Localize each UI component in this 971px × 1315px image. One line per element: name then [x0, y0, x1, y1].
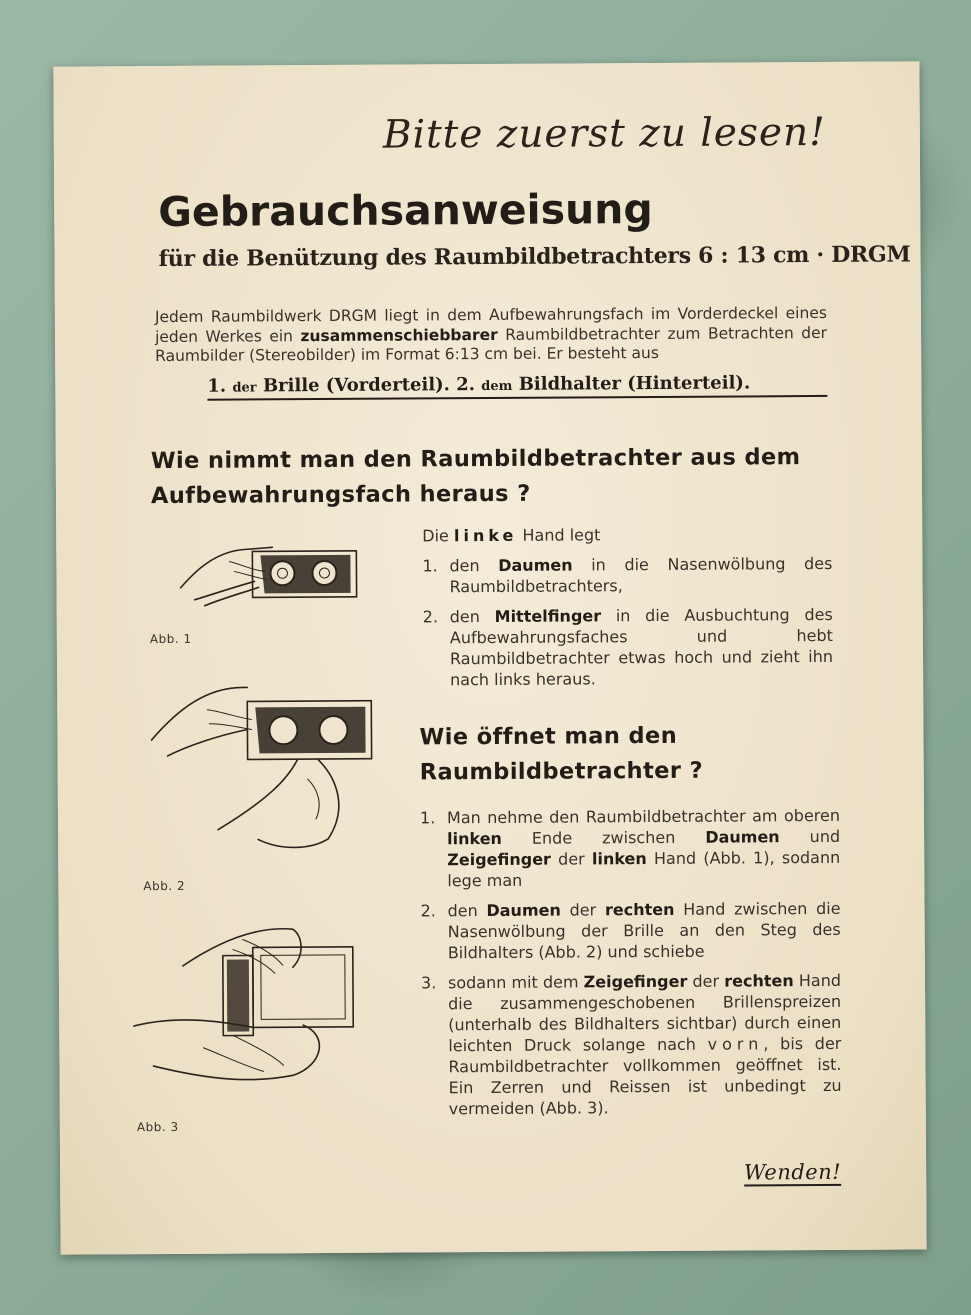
item-bold: rechten [604, 899, 675, 920]
item-text: , bis der Raumbildbetrachter vollkommen geöffnet ist. Ein Zerren und Reissen ist unbedingt zu vermeiden (Abb. 3). [448, 1033, 842, 1119]
read-first-notice: Bitte zuerst zu lesen! [382, 109, 826, 158]
item-bold: Zeigefinger [447, 849, 551, 870]
item-text: den [447, 901, 487, 921]
parts-line [207, 372, 827, 401]
item-text: und [779, 826, 841, 847]
turn-over-notice: Wenden! [743, 1159, 842, 1185]
item-bold: Daumen [498, 555, 573, 575]
section-1-heading: Wie nimmt man den Raumbildbetrachter aus dem Aufbewahrungsfach heraus ? [150, 444, 801, 510]
intro-text-1: Jedem Raumbildwerk DRGM liegt in dem Aufbewahrungsfach im Vorderdeckel eines jeden Werkes ein [154, 303, 827, 346]
item-number: 2. [420, 901, 436, 921]
item-number: 3. [420, 973, 437, 993]
lead-post: Hand legt [522, 525, 601, 545]
item-text: Hand (Abb. 1), sodann lege man [447, 847, 841, 891]
item-text: Ende zwischen [501, 827, 706, 848]
item-number: 1. [419, 808, 436, 828]
figure-1-caption: Abb. 1 [149, 631, 192, 647]
list-item [421, 970, 842, 1120]
hand-outline [180, 547, 272, 588]
item-bold: linken [447, 828, 502, 849]
instruction-sheet [53, 61, 926, 1254]
item-text: der [560, 900, 606, 920]
item-text: den [449, 606, 495, 627]
part-1-name: Brille (Vorderteil). [262, 374, 450, 397]
lead-left-word: linke [453, 525, 518, 546]
list-item [422, 553, 832, 598]
intro-bold-word: zusammenschiebbarer [300, 325, 498, 345]
item-bold: Zeigefinger [583, 971, 688, 992]
intro-paragraph [155, 304, 827, 367]
item-bold: Daumen [705, 827, 780, 847]
list-item [420, 805, 841, 892]
item-text: Hand zwischen die Nasenwölbung der Brille an den Steg des Bildhalters (Abb. 2) und schiebe [447, 898, 841, 963]
section-2-heading: Wie öffnet man den Raumbildbetrachter ? [419, 722, 704, 786]
item-text: den [449, 555, 499, 576]
item-text: Hand die zusammengeschobenen Brillenspreizen (unterhalb des Bildhalters sichtbar) durch einen leichten Druck solange nach [448, 970, 842, 1056]
item-text: der [687, 971, 725, 991]
section-1-lead [422, 523, 832, 547]
page-title: Gebrauchsanweisung [158, 184, 653, 237]
part-1-article: der [232, 380, 257, 396]
item-number: 1. [422, 556, 438, 576]
item-bold: linken [591, 849, 647, 869]
item-spaced: vorn [707, 1034, 764, 1054]
list-item [423, 604, 834, 691]
item-bold: Mittelfinger [494, 606, 602, 626]
figure-2-caption: Abb. 2 [143, 878, 186, 894]
section-1-body [422, 523, 833, 700]
item-text: der [550, 849, 593, 869]
lead-pre: Die [422, 526, 449, 546]
intro-text-2: Raumbildbetrachter zum Betrachten der Raumbilder (Stereobilder) im Format 6:13 cm bei. Er besteht aus [155, 323, 828, 366]
list-item [420, 898, 840, 964]
part-2-name: Bildhalter (Hinterteil). [518, 372, 751, 395]
item-bold: Daumen [486, 900, 561, 921]
section-2-list [420, 805, 842, 1120]
item-number: 2. [422, 607, 439, 627]
item-bold: rechten [724, 971, 794, 991]
part-2-number: 2. [456, 374, 476, 396]
item-text: in die Nasenwölbung des Raumbildbetrachters, [449, 553, 833, 597]
figure-3-caption: Abb. 3 [136, 1119, 179, 1135]
item-text: in die Ausbuchtung des Aufbewahrungsfaches und hebt Raumbildbetrachter etwas hoch und zieht ihn nach links heraus. [449, 604, 834, 690]
item-text: Man nehme den Raumbildbetrachter am oberen [446, 805, 841, 828]
section-2-body [420, 805, 842, 1129]
part-2-article: dem [481, 378, 513, 395]
figure-1-illustration [174, 541, 364, 612]
figure-2-illustration [147, 679, 378, 860]
item-text: sodann mit dem [447, 972, 584, 993]
part-1-number: 1. [207, 375, 227, 397]
figure-3-illustration [133, 915, 364, 1106]
section-1-list [422, 553, 833, 691]
page-subtitle: für die Benützung des Raumbildbetrachters 6 : 13 cm · DRGM [158, 241, 911, 273]
